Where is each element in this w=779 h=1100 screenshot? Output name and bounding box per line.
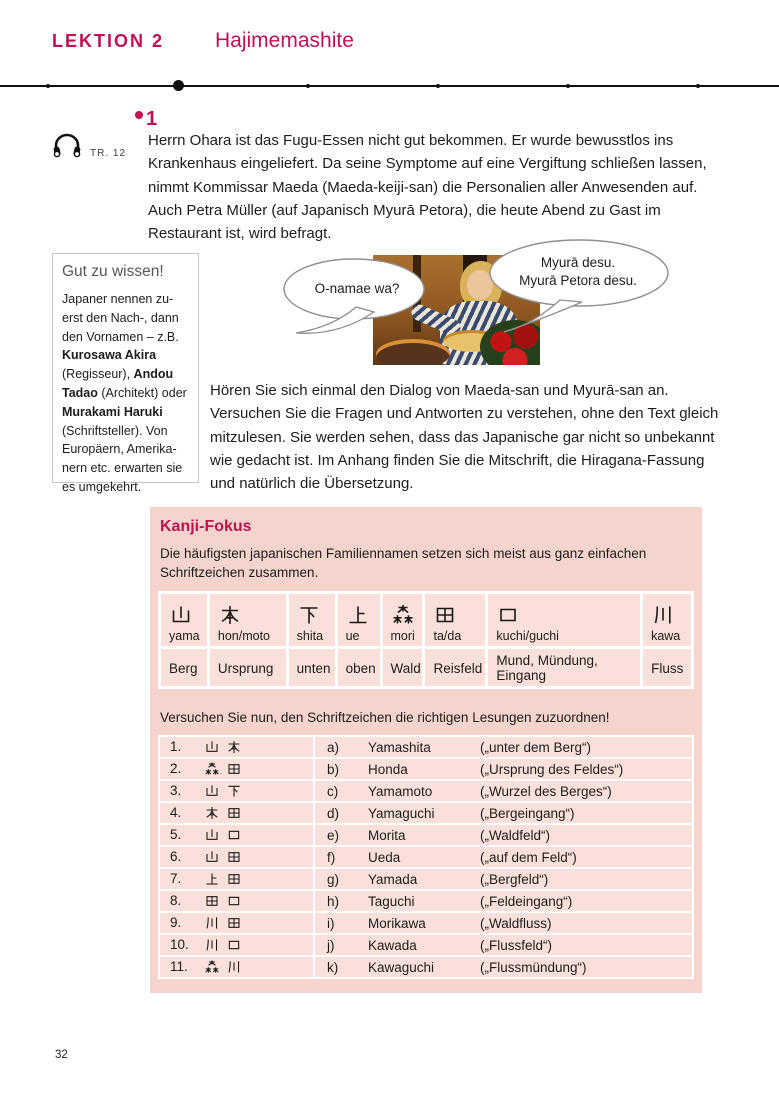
kanji-cell — [488, 594, 640, 646]
matching-letter: i) — [327, 915, 335, 931]
matching-gloss: („Wurzel des Berges“) — [480, 783, 612, 799]
matching-kanji-cell — [160, 803, 313, 823]
headphones-icon — [51, 132, 83, 160]
timeline-marker-current — [173, 80, 184, 91]
matching-row — [160, 759, 692, 779]
kanji-glyph — [204, 739, 242, 755]
speech-text-left: O-namae wa? — [314, 281, 400, 296]
kanji-meaning: Ursprung — [210, 649, 286, 686]
kanji-glyph — [204, 849, 242, 865]
listen-paragraph: Hören Sie sich einmal den Dialog von Maeda-san und Myurā-san an. Versuchen Sie die Fragen und Antworten zu verstehen, ohne den Text gleich mitzulesen. Sie werden sehen, dass das Japanische gar nicht so unbekannt wie gedacht ist. Im Anhang finden Sie die Mitschrift, die Hiragana-Fassung und natürlich die Übersetzung. — [210, 382, 719, 493]
kanji-focus-box — [150, 507, 702, 993]
matching-kanji-cell — [160, 759, 313, 779]
matching-row — [160, 869, 692, 889]
page-title: Hajimemashite — [215, 29, 354, 52]
kanji-cell — [425, 594, 485, 646]
kanji-reading: kuchi/guchi — [496, 629, 559, 643]
kanji-glyph — [391, 606, 415, 623]
matching-letter: d) — [327, 805, 340, 821]
matching-gloss: („Flussfeld“) — [480, 937, 553, 953]
matching-name: Morikawa — [368, 915, 426, 931]
matching-answer-cell — [315, 891, 692, 911]
kanji-glyph — [204, 783, 242, 799]
kanji-cell — [210, 594, 286, 646]
matching-row — [160, 913, 692, 933]
info-name-bold: Kurosawa Akira — [62, 348, 157, 363]
kanji-cell — [643, 594, 691, 646]
kanji-cell — [161, 594, 207, 646]
matching-answer-cell — [315, 847, 692, 867]
kanji-meaning: Wald — [383, 649, 423, 686]
kanji-glyph — [297, 606, 321, 623]
matching-letter: c) — [327, 783, 339, 799]
info-text-segment: (Architekt) oder — [97, 385, 187, 400]
matching-row — [160, 803, 692, 823]
kanji-glyph — [169, 606, 193, 623]
matching-name: Yamashita — [368, 739, 431, 755]
kanji-reading: kawa — [651, 629, 681, 643]
kanji-reading: mori — [390, 629, 415, 643]
matching-name: Kawada — [368, 937, 417, 953]
matching-row — [160, 847, 692, 867]
info-text-segment: Japaner nennen zuerst den Nach-, dann den Vornamen – z.B. — [62, 292, 179, 344]
matching-number: 1. — [170, 738, 182, 754]
matching-name: Yamamoto — [368, 783, 433, 799]
matching-letter: h) — [327, 893, 340, 909]
matching-gloss: („Waldfluss) — [480, 915, 552, 931]
matching-exercise-table — [158, 735, 694, 979]
matching-answer-cell — [315, 781, 692, 801]
kanji-glyph — [496, 606, 520, 623]
matching-row — [160, 935, 692, 955]
matching-row — [160, 957, 692, 977]
kanji-reference-table — [158, 591, 694, 689]
matching-number: 4. — [170, 804, 182, 820]
matching-name: Honda — [368, 761, 408, 777]
matching-letter: b) — [327, 761, 340, 777]
kanji-glyph — [204, 805, 242, 821]
matching-number: 9. — [170, 914, 182, 930]
kanji-meaning: Berg — [161, 649, 207, 686]
page-number: 32 — [55, 1049, 68, 1061]
matching-row — [160, 825, 692, 845]
matching-number: 11. — [170, 958, 188, 974]
exercise-prompt: Versuchen Sie nun, den Schriftzeichen die richtigen Lesungen zuzuordnen! — [160, 710, 610, 725]
timeline-dot — [436, 84, 440, 88]
info-box-text — [62, 290, 189, 497]
matching-number: 5. — [170, 826, 182, 842]
matching-answer-cell — [315, 869, 692, 889]
matching-letter: a) — [327, 739, 340, 755]
matching-kanji-cell — [160, 737, 313, 757]
matching-answer-cell — [315, 913, 692, 933]
kanji-reading: ue — [345, 629, 360, 643]
matching-kanji-cell — [160, 935, 313, 955]
matching-row — [160, 737, 692, 757]
matching-number: 2. — [170, 760, 182, 776]
info-box — [52, 253, 199, 494]
audio-track-label: TR. 12 — [90, 148, 127, 159]
kanji-glyph — [651, 606, 675, 623]
matching-gloss: („Waldfeld“) — [480, 827, 551, 843]
kanji-cell — [383, 594, 423, 646]
matching-number: 8. — [170, 892, 182, 908]
matching-answer-cell — [315, 737, 692, 757]
timeline-dot — [46, 84, 50, 88]
matching-gloss: („Bergeingang“) — [480, 805, 575, 821]
header-rule — [0, 85, 779, 87]
matching-number: 6. — [170, 848, 182, 864]
matching-kanji-cell — [160, 869, 313, 889]
timeline-dot — [566, 84, 570, 88]
matching-answer-cell — [315, 935, 692, 955]
matching-letter: e) — [327, 827, 340, 843]
matching-name: Ueda — [368, 849, 401, 865]
matching-gloss: („Flussmündung“) — [480, 959, 587, 975]
matching-answer-cell — [315, 759, 692, 779]
kanji-cell — [289, 594, 335, 646]
kanji-focus-title: Kanji-Fokus — [160, 518, 252, 535]
intro-paragraph: Herrn Ohara ist das Fugu-Essen nicht gut bekommen. Er wurde bewusstlos ins Krankenhaus eingeliefert. Da seine Symptome auf eine Vergiftung schließen lassen, nimmt Kommissar Maeda (Maeda-keiji-san) die Personalien aller Anwesenden auf. Auch Petra Müller (auf Japanisch Myurā Petora), die heute Abend zu Gast im Restaurant ist, wird befragt. — [148, 132, 707, 243]
speech-bubble-right — [482, 238, 674, 340]
section-number: 1 — [146, 108, 158, 130]
kanji-meaning: unten — [289, 649, 335, 686]
matching-kanji-cell — [160, 781, 313, 801]
matching-number: 10. — [170, 936, 189, 952]
matching-row — [160, 781, 692, 801]
matching-number: 3. — [170, 782, 182, 798]
kanji-glyph — [204, 915, 242, 931]
matching-gloss: („Bergfeld“) — [480, 871, 549, 887]
matching-letter: j) — [327, 937, 335, 953]
kanji-glyph — [433, 606, 457, 623]
kanji-reading: ta/da — [433, 629, 462, 643]
matching-gloss: („Feldeingang“) — [480, 893, 573, 909]
matching-name: Kawaguchi — [368, 959, 435, 975]
kanji-meaning: Fluss — [643, 649, 691, 686]
kanji-glyph — [204, 827, 242, 843]
kanji-meaning: oben — [338, 649, 380, 686]
speech-bubble-left — [272, 252, 442, 344]
kanji-glyph — [204, 937, 242, 953]
info-text-segment: (Regisseur), — [62, 367, 134, 382]
matching-gloss: („auf dem Feld“) — [480, 849, 577, 865]
matching-answer-cell — [315, 803, 692, 823]
matching-kanji-cell — [160, 847, 313, 867]
matching-letter: f) — [327, 849, 336, 865]
lesson-label: LEKTION 2 — [52, 31, 165, 51]
matching-letter: g) — [327, 871, 340, 887]
section-bullet — [135, 111, 143, 119]
kanji-reading: shita — [296, 629, 324, 643]
kanji-reading: yama — [169, 629, 200, 643]
kanji-meaning: Reisfeld — [425, 649, 485, 686]
info-name-bold: Murakami Haruki — [62, 404, 163, 419]
matching-kanji-cell — [160, 891, 313, 911]
matching-row — [160, 891, 692, 911]
kanji-reading: hon/moto — [217, 629, 270, 643]
speech-text-right-line1: Myurā desu. — [540, 255, 616, 270]
kanji-meaning: Mund, Mündung, Eingang — [488, 649, 640, 686]
matching-kanji-cell — [160, 913, 313, 933]
timeline-dot — [306, 84, 310, 88]
kanji-glyph — [346, 606, 370, 623]
matching-letter: k) — [327, 959, 339, 975]
kanji-focus-intro: Die häufigsten japanischen Familiennamen setzen sich meist aus ganz einfachen Schriftzeichen zusammen. — [160, 546, 647, 580]
info-name-bold: Andou Tadao — [62, 367, 174, 400]
matching-gloss: („unter dem Berg“) — [480, 739, 592, 755]
matching-kanji-cell — [160, 957, 313, 977]
kanji-glyph — [204, 871, 242, 887]
info-text-segment: (Schriftsteller). Von Europäern, Amerikanern etc. erwarten sie es umgekehrt. — [62, 423, 183, 494]
matching-name: Taguchi — [368, 893, 415, 909]
speech-text-right-line2: Myurā Petora desu. — [519, 273, 637, 288]
matching-gloss: („Ursprung des Feldes“) — [480, 761, 624, 777]
matching-name: Yamada — [368, 871, 418, 887]
kanji-glyph — [218, 606, 242, 623]
timeline-dot — [696, 84, 700, 88]
info-box-title: Gut zu wissen! — [62, 263, 164, 280]
kanji-glyph — [204, 893, 242, 909]
kanji-glyph — [204, 959, 242, 975]
kanji-glyph — [204, 761, 242, 777]
matching-answer-cell — [315, 825, 692, 845]
kanji-cell — [338, 594, 380, 646]
matching-name: Morita — [368, 827, 406, 843]
matching-answer-cell — [315, 957, 692, 977]
matching-name: Yamaguchi — [368, 805, 435, 821]
matching-number: 7. — [170, 870, 182, 886]
matching-kanji-cell — [160, 825, 313, 845]
